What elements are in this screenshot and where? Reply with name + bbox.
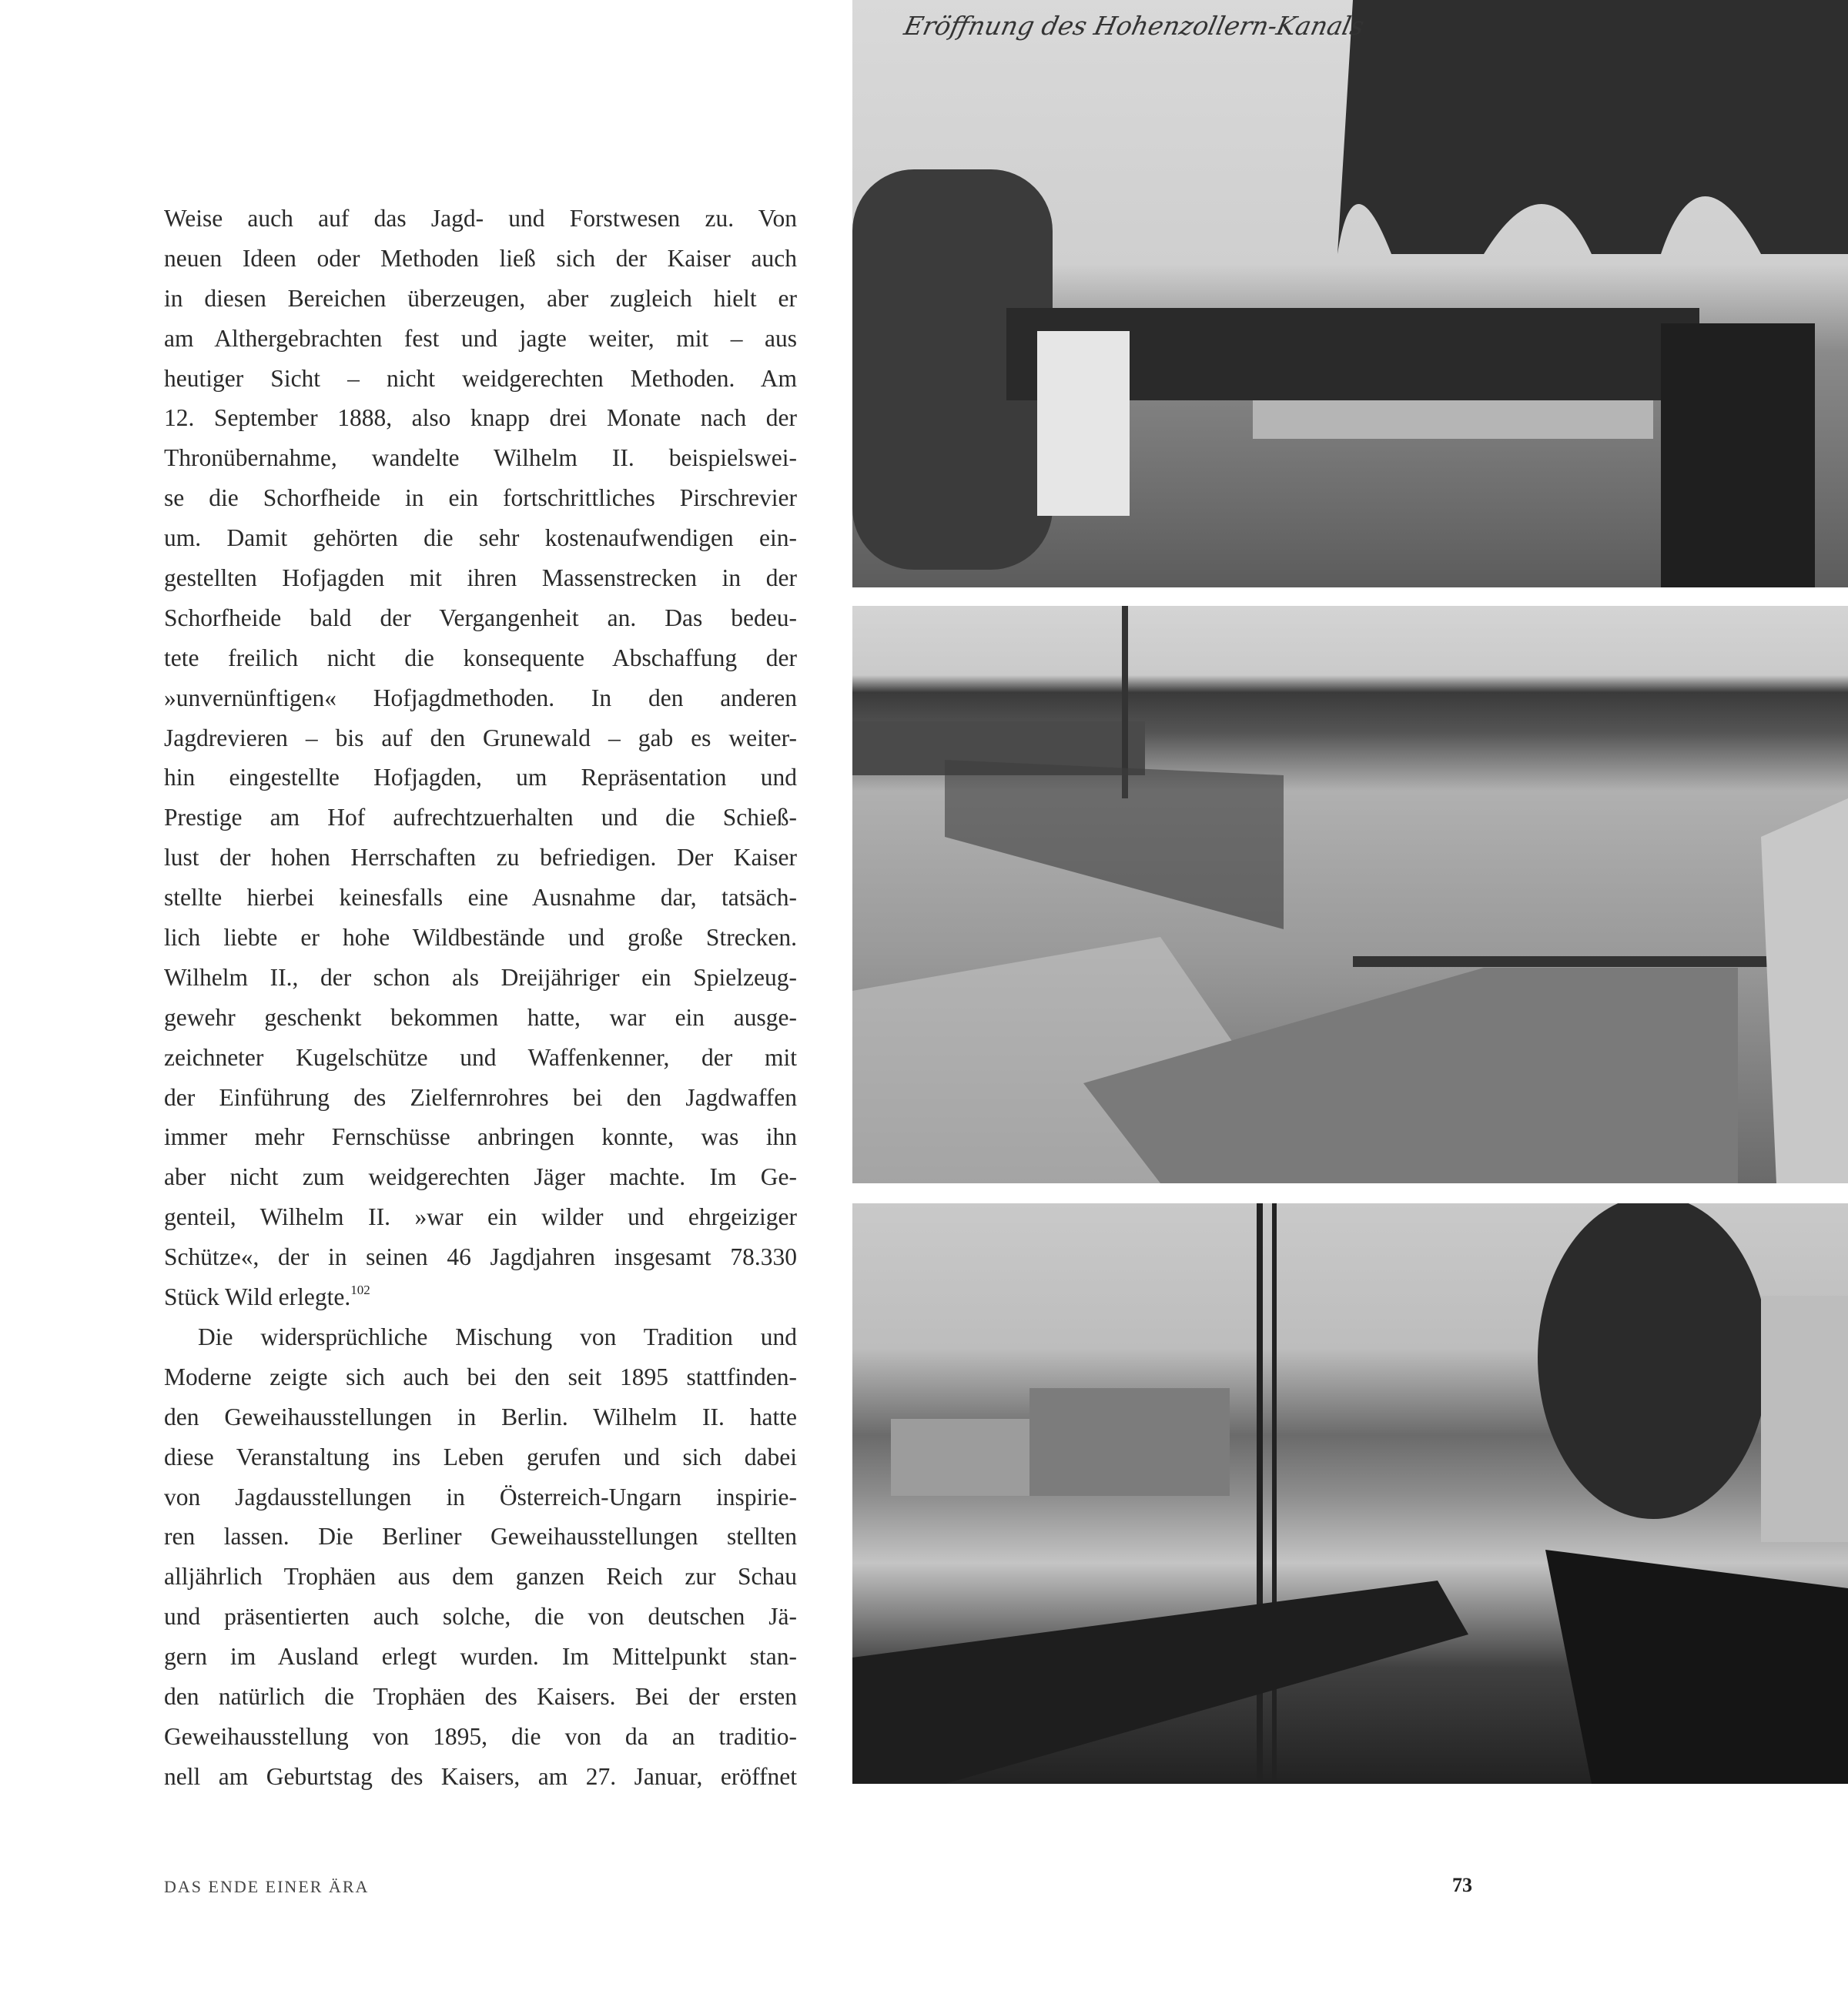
text-line: diese Veranstaltung ins Leben gerufen und sich dabei: [164, 1443, 797, 1470]
text-line: den natürlich die Trophäen des Kaisers. Bei der ersten: [164, 1682, 797, 1710]
text-line: »unvernünftigen« Hofjagdmethoden. In den anderen: [164, 684, 797, 711]
text: Stück Wild erlegte.: [164, 1283, 351, 1311]
text-line: um. Damit gehörten die sehr kostenaufwendigen ein-: [164, 524, 797, 552]
text-line: lich liebte er hohe Wildbestände und große Strecken.: [164, 924, 797, 952]
text-line: aber nicht zum weidgerechten Jäger machte. Im Ge-: [164, 1163, 797, 1191]
text-line: gestellten Hofjagden mit ihren Massenstrecken in der: [164, 564, 797, 592]
photo-canal-construction-image: [852, 606, 1848, 1183]
paragraph-1-last-line: [164, 1277, 797, 1317]
paragraph-1: [164, 199, 797, 1277]
paragraph-2: [164, 1317, 797, 1797]
text-line: der Einführung des Zielfernrohres bei den Jagdwaffen: [164, 1083, 797, 1111]
text-line: immer mehr Fernschüsse anbringen konnte, was ihn: [164, 1123, 797, 1151]
text-line: Prestige am Hof aufrechtzuerhalten und die Schieß-: [164, 804, 797, 831]
photo-canal-town-image: [852, 1203, 1848, 1784]
photo-canal-construction: [852, 606, 1848, 1183]
photo-canal-opening-image: [852, 0, 1848, 587]
text-line: neuen Ideen oder Methoden ließ sich der Kaiser auch: [164, 244, 797, 272]
text-line: Weise auch auf das Jagd- und Forstwesen zu. Von: [164, 205, 797, 232]
text-line: ren lassen. Die Berliner Geweihausstellungen stellten: [164, 1523, 797, 1551]
text-line: gern im Ausland erlegt wurden. Im Mittelpunkt stan-: [164, 1643, 797, 1671]
text-line: von Jagdausstellungen in Österreich-Ungarn inspirie-: [164, 1483, 797, 1510]
text-line: lust der hohen Herrschaften zu befriedigen. Der Kaiser: [164, 844, 797, 872]
footnote-ref[interactable]: 102: [350, 1283, 370, 1298]
text-line: heutiger Sicht – nicht weidgerechten Methoden. Am: [164, 364, 797, 392]
text-line: Schorfheide bald der Vergangenheit an. Das bedeu-: [164, 604, 797, 631]
photo-caption-handwritten: Eröffnung des Hohenzollern-Kanals: [901, 11, 1368, 41]
text-line: Die widersprüchliche Mischung von Tradition und: [198, 1323, 797, 1350]
photo-canal-town: [852, 1203, 1848, 1784]
text-line: den Geweihausstellungen in Berlin. Wilhelm II. hatte: [164, 1403, 797, 1430]
page-number: 73: [1452, 1874, 1472, 1896]
text-line: Moderne zeigte sich auch bei den seit 1895 stattfinden-: [164, 1363, 797, 1390]
text-line: alljährlich Trophäen aus dem ganzen Reich zur Schau: [164, 1563, 797, 1591]
text-line: gewehr geschenkt bekommen hatte, war ein ausge-: [164, 1003, 797, 1031]
photo-canal-opening: [852, 0, 1848, 587]
running-title: DAS ENDE EINER ÄRA: [164, 1877, 370, 1896]
text-line: und präsentierten auch solche, die von deutschen Jä-: [164, 1603, 797, 1631]
text-line: hin eingestellte Hofjagden, um Repräsentation und: [164, 764, 797, 791]
text-line: se die Schorfheide in ein fortschrittliches Pirschrevier: [164, 484, 797, 512]
text-line: Jagdrevieren – bis auf den Grunewald – gab es weiter-: [164, 724, 797, 751]
text-line: zeichneter Kugelschütze und Waffenkenner, der mit: [164, 1043, 797, 1071]
text-line: Thronübernahme, wandelte Wilhelm II. beispielswei-: [164, 444, 797, 472]
text-line: Wilhelm II., der schon als Dreijähriger ein Spielzeug-: [164, 963, 797, 991]
text-line: nell am Geburtstag des Kaisers, am 27. Januar, eröffnet: [164, 1762, 797, 1790]
text-line: Geweihausstellung von 1895, die von da an traditio-: [164, 1722, 797, 1750]
text-line: Schütze«, der in seinen 46 Jagdjahren insgesamt 78.330: [164, 1243, 797, 1271]
text-line: stellte hierbei keinesfalls eine Ausnahme dar, tatsäch-: [164, 884, 797, 912]
text-line: am Althergebrachten fest und jagte weiter, mit – aus: [164, 324, 797, 352]
body-text: [164, 199, 797, 1797]
text-line: tete freilich nicht die konsequente Abschaffung der: [164, 644, 797, 671]
text-line: 12. September 1888, also knapp drei Monate nach der: [164, 404, 797, 432]
text-line: genteil, Wilhelm II. »war ein wilder und ehrgeiziger: [164, 1203, 797, 1231]
text-line: in diesen Bereichen überzeugen, aber zugleich hielt er: [164, 284, 797, 312]
